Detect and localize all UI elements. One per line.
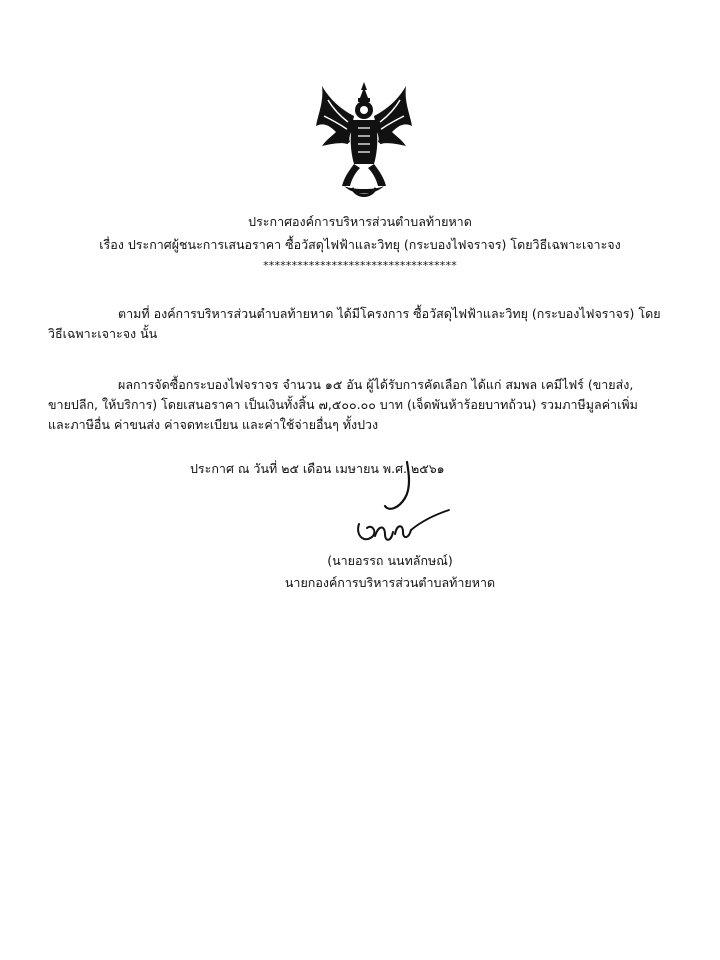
paragraph-project: [48, 304, 672, 344]
paragraph-line: ตามที่ องค์การบริหารส่วนตำบลท้ายหาด ได้มีโครงการ ซื้อวัสดุไฟฟ้าและวิทยุ (กระบองไฟจราจร) โดย: [118, 306, 661, 321]
paragraph-line: และภาษีอื่น ค่าขนส่ง ค่าจดทะเบียน และค่าใช้จ่ายอื่นๆ ทั้งปวง: [48, 417, 379, 432]
separator-line: **********************************: [263, 259, 457, 272]
signatory-name: (นายอรรถ นนทลักษณ์): [327, 553, 453, 568]
paragraph-line: วิธีเฉพาะเจาะจง นั้น: [48, 326, 158, 341]
paragraph-line: ผลการจัดซื้อกระบองไฟจราจร จำนวน ๑๕ อัน ผู้ได้รับการคัดเลือก ได้แก่ สมพล เคมีไฟร์ (ขายส่ง,: [118, 377, 634, 392]
announcement-title: ประกาศองค์การบริหารส่วนตำบลท้ายหาด: [248, 214, 472, 229]
signatory-position: นายกองค์การบริหารส่วนตำบลท้ายหาด: [284, 575, 496, 590]
paragraph-line: ขายปลีก, ให้บริการ) โดยเสนอราคา เป็นเงินทั้งสิ้น ๗,๕๐๐.๐๐ บาท (เจ็ดพันห้าร้อยบาทถ้วน) รวมภาษีมูลค่าเพิ่ม: [48, 397, 638, 412]
handwritten-signature: [345, 452, 455, 552]
garuda-emblem-icon: [314, 80, 414, 198]
announcement-date: ประกาศ ณ วันที่ ๒๕ เดือน เมษายน พ.ศ. ๒๕๖๑: [190, 461, 445, 476]
announcement-subject: เรื่อง ประกาศผู้ชนะการเสนอราคา ซื้อวัสดุไฟฟ้าและวิทยุ (กระบองไฟจราจร) โดยวิธีเฉพาะเจาะจง: [99, 237, 621, 252]
paragraph-result: [48, 375, 672, 435]
